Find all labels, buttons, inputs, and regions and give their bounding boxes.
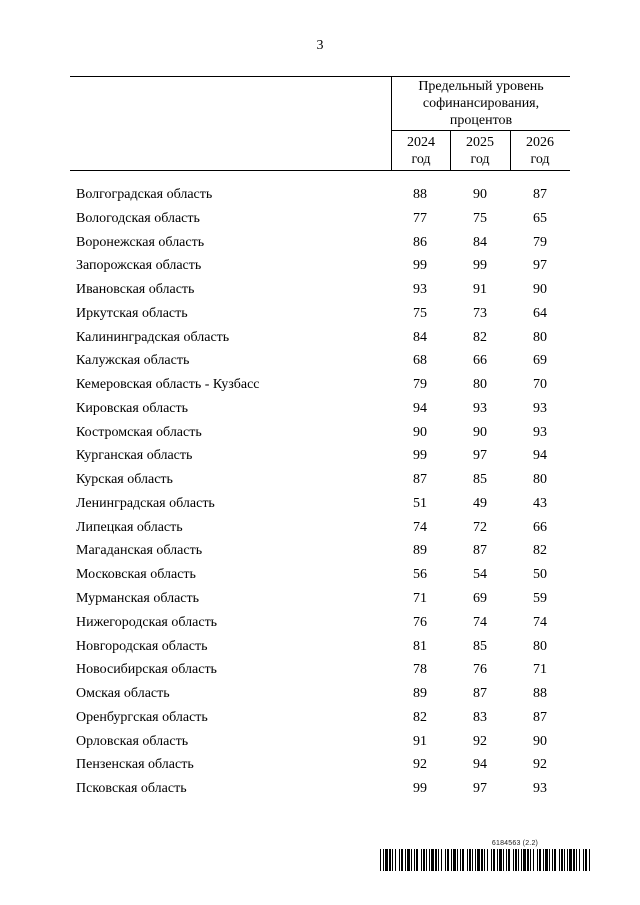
table-row xyxy=(0,470,640,494)
value-2026: 79 xyxy=(533,234,547,250)
value-2026: 64 xyxy=(533,305,547,321)
barcode-block xyxy=(380,840,590,871)
header-bottom-rule xyxy=(70,170,570,171)
region-name: Псковская область xyxy=(76,781,187,797)
value-2024: 89 xyxy=(413,543,427,559)
region-name: Воронежская область xyxy=(76,234,205,250)
value-2024: 86 xyxy=(413,234,427,250)
table-row xyxy=(0,280,640,304)
region-name: Вологодская область xyxy=(76,210,200,226)
header-year-unit: год xyxy=(470,152,490,167)
header-cofinancing-title: Предельный уровень софинансирования, процентов xyxy=(418,79,544,128)
value-2024: 51 xyxy=(413,495,427,511)
header-year-unit: год xyxy=(530,152,550,167)
region-name: Ивановская область xyxy=(76,282,195,298)
table-row xyxy=(0,565,640,589)
value-2024: 77 xyxy=(413,210,427,226)
region-name: Волгоградская область xyxy=(76,187,213,202)
value-2024: 92 xyxy=(413,757,427,773)
value-2025: 92 xyxy=(473,733,487,749)
region-name: Орловская область xyxy=(76,733,189,749)
value-2024: 99 xyxy=(413,448,427,464)
region-name: Пензенская область xyxy=(76,757,194,773)
table-row xyxy=(0,494,640,518)
value-2025: 85 xyxy=(473,638,487,654)
region-name: Новосибирская область xyxy=(76,662,217,678)
region-name: Магаданская область xyxy=(76,543,203,559)
value-2025: 99 xyxy=(473,258,487,274)
value-2024: 75 xyxy=(413,305,427,321)
value-2026: 66 xyxy=(533,519,547,535)
region-name: Калужская область xyxy=(76,353,190,369)
table-row xyxy=(0,304,640,328)
table-row xyxy=(0,755,640,779)
value-2025: 93 xyxy=(473,400,487,416)
table-row xyxy=(0,446,640,470)
region-name: Иркутская область xyxy=(76,305,188,321)
value-2026: 59 xyxy=(533,591,547,607)
value-2026: 80 xyxy=(533,472,547,488)
value-2026: 82 xyxy=(533,543,547,559)
table-row xyxy=(0,732,640,756)
value-2026: 93 xyxy=(533,781,547,797)
header-year-2025 xyxy=(451,134,509,168)
table-row xyxy=(0,351,640,375)
table-row xyxy=(0,233,640,257)
value-2026: 80 xyxy=(533,638,547,654)
region-name: Калининградская область xyxy=(76,329,230,345)
header-year-2024 xyxy=(392,134,450,168)
value-2024: 88 xyxy=(413,187,427,202)
table-row xyxy=(0,518,640,542)
value-2024: 81 xyxy=(413,638,427,654)
table-body xyxy=(0,185,640,803)
value-2026: 93 xyxy=(533,400,547,416)
value-2026: 90 xyxy=(533,733,547,749)
value-2025: 69 xyxy=(473,591,487,607)
value-2026: 80 xyxy=(533,329,547,345)
value-2026: 65 xyxy=(533,210,547,226)
value-2026: 93 xyxy=(533,424,547,440)
table-row xyxy=(0,399,640,423)
table-row xyxy=(0,423,640,447)
value-2026: 71 xyxy=(533,662,547,678)
value-2024: 76 xyxy=(413,614,427,630)
region-name: Омская область xyxy=(76,686,170,702)
value-2024: 94 xyxy=(413,400,427,416)
value-2024: 90 xyxy=(413,424,427,440)
value-2025: 73 xyxy=(473,305,487,321)
value-2025: 90 xyxy=(473,424,487,440)
region-name: Оренбургская область xyxy=(76,709,208,725)
table-row xyxy=(0,684,640,708)
region-name: Новгородская область xyxy=(76,638,208,654)
table-row xyxy=(0,328,640,352)
header-year-value: 2024 xyxy=(407,135,435,150)
value-2024: 82 xyxy=(413,709,427,725)
barcode-caption: 6184563 (2.2) xyxy=(491,840,539,847)
table-row xyxy=(0,708,640,732)
value-2026: 69 xyxy=(533,353,547,369)
value-2025: 87 xyxy=(473,686,487,702)
region-name: Нижегородская область xyxy=(76,614,218,630)
value-2025: 83 xyxy=(473,709,487,725)
value-2025: 87 xyxy=(473,543,487,559)
table-row xyxy=(0,613,640,637)
header-year-2026 xyxy=(511,134,569,168)
header-sub-rule xyxy=(391,130,570,131)
region-name: Курская область xyxy=(76,472,173,488)
region-name: Курганская область xyxy=(76,448,193,464)
value-2024: 74 xyxy=(413,519,427,535)
value-2026: 43 xyxy=(533,495,547,511)
region-name: Мурманская область xyxy=(76,591,200,607)
header-year-value: 2025 xyxy=(466,135,494,150)
value-2025: 97 xyxy=(473,781,487,797)
value-2026: 92 xyxy=(533,757,547,773)
region-name: Кировская область xyxy=(76,400,189,416)
value-2024: 89 xyxy=(413,686,427,702)
value-2024: 84 xyxy=(413,329,427,345)
table-row xyxy=(0,256,640,280)
value-2024: 79 xyxy=(413,377,427,393)
value-2024: 99 xyxy=(413,258,427,274)
region-name: Кемеровская область - Кузбасс xyxy=(76,377,260,393)
region-name: Костромская область xyxy=(76,424,202,440)
value-2025: 97 xyxy=(473,448,487,464)
value-2024: 93 xyxy=(413,282,427,298)
value-2025: 85 xyxy=(473,472,487,488)
page-number: 3 xyxy=(316,38,324,53)
value-2024: 56 xyxy=(413,567,427,583)
table-top-rule xyxy=(70,76,570,77)
header-year-value: 2026 xyxy=(526,135,554,150)
value-2024: 78 xyxy=(413,662,427,678)
value-2024: 87 xyxy=(413,472,427,488)
value-2026: 70 xyxy=(533,377,547,393)
barcode-image xyxy=(380,849,590,871)
table-row xyxy=(0,209,640,233)
value-2026: 94 xyxy=(533,448,547,464)
value-2026: 90 xyxy=(533,282,547,298)
value-2024: 71 xyxy=(413,591,427,607)
region-name: Ленинградская область xyxy=(76,495,215,511)
table-row xyxy=(0,637,640,661)
value-2025: 49 xyxy=(473,495,487,511)
table-row xyxy=(0,660,640,684)
value-2025: 72 xyxy=(473,519,487,535)
table-row xyxy=(0,589,640,613)
value-2025: 75 xyxy=(473,210,487,226)
value-2025: 94 xyxy=(473,757,487,773)
value-2026: 97 xyxy=(533,258,547,274)
value-2025: 90 xyxy=(473,187,487,202)
value-2026: 87 xyxy=(533,709,547,725)
value-2025: 76 xyxy=(473,662,487,678)
value-2025: 74 xyxy=(473,614,487,630)
table-row xyxy=(0,541,640,565)
value-2025: 82 xyxy=(473,329,487,345)
value-2026: 74 xyxy=(533,614,547,630)
region-name: Запорожская область xyxy=(76,258,202,274)
table-row xyxy=(0,779,640,803)
value-2026: 87 xyxy=(533,187,547,202)
value-2024: 68 xyxy=(413,353,427,369)
value-2025: 54 xyxy=(473,567,487,583)
table-row xyxy=(0,375,640,399)
value-2024: 91 xyxy=(413,733,427,749)
value-2026: 88 xyxy=(533,686,547,702)
table-row xyxy=(0,185,640,209)
header-year-unit: год xyxy=(411,152,431,167)
value-2026: 50 xyxy=(533,567,547,583)
value-2025: 66 xyxy=(473,353,487,369)
region-name: Липецкая область xyxy=(76,519,183,535)
value-2025: 80 xyxy=(473,377,487,393)
value-2025: 84 xyxy=(473,234,487,250)
region-name: Московская область xyxy=(76,567,196,583)
value-2024: 99 xyxy=(413,781,427,797)
value-2025: 91 xyxy=(473,282,487,298)
